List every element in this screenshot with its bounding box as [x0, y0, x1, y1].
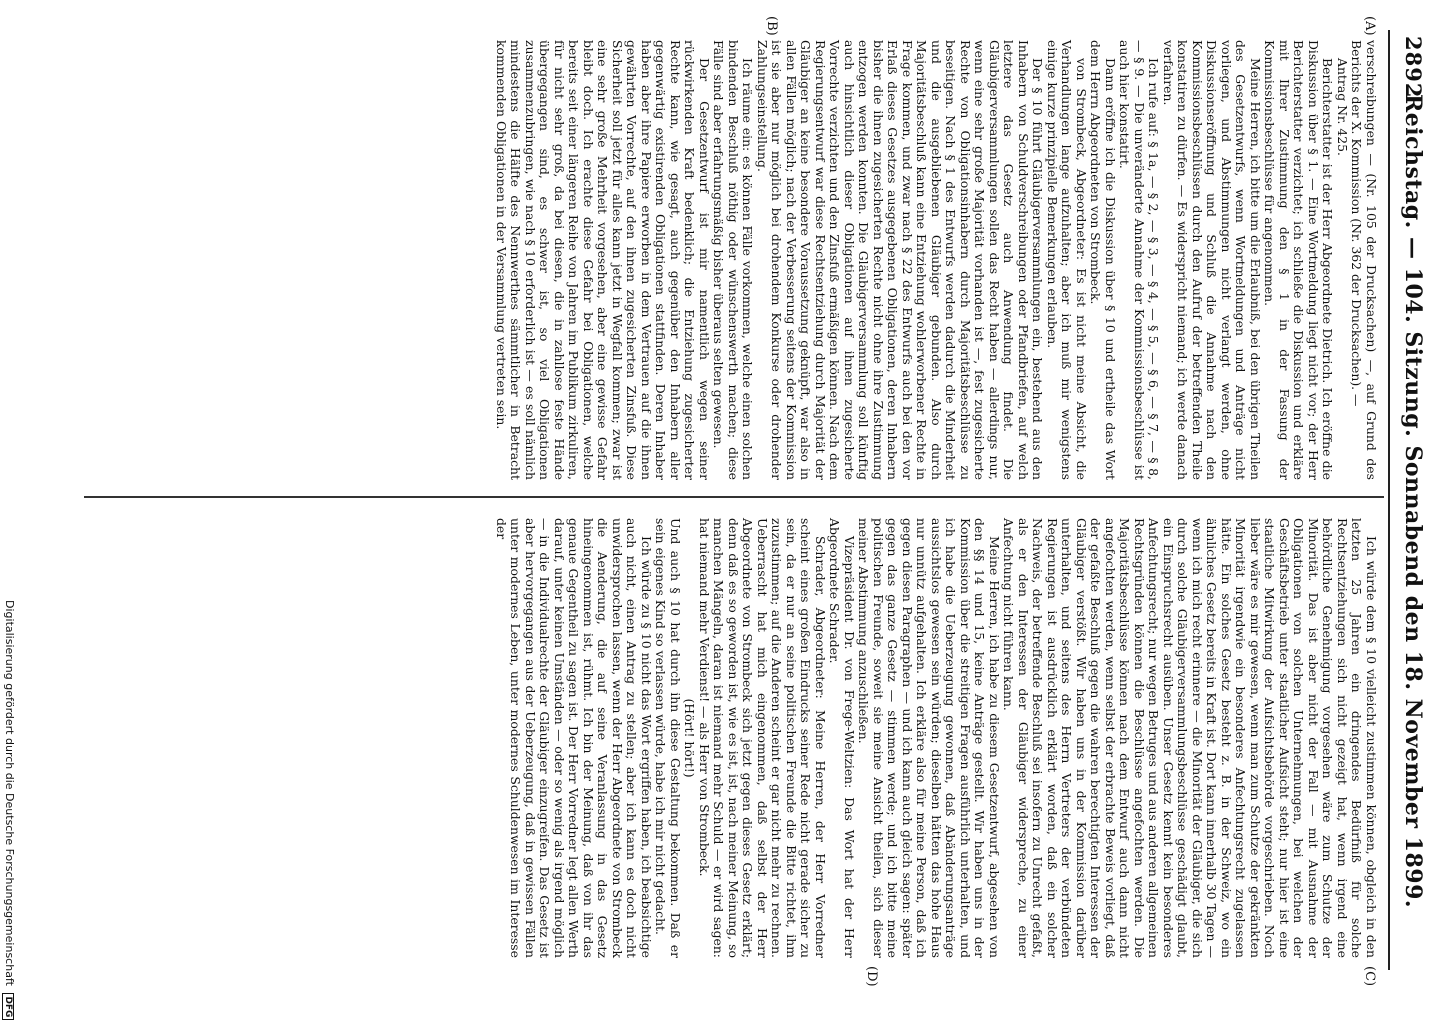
right-column-paragraphs [494, 518, 1379, 958]
paragraph: Antrag Nr. 425. [1335, 58, 1350, 156]
paragraph: Der Gesetzentwurf ist mir namentlich wegen seiner rückwirkenden Kraft bedenklich; die Entziehung zugesicherter Rechte kann, wie gesagt, auch gegenüber den Inhabern aller gegenwärtig existirenden Obligationen stattfinden. Deren Inhaber haben aber ihre Papiere erworben in dem Vertrauen auf die ihnen gewährten Vorrechte, auf den ihnen zugesicherten Zinsfuß. Diese Sicherheit soll jetzt für alles kann jetzt in Wegfall kommen; zwar ist eine sehr große Mehrheit vorgesehen, aber eine gewisse Gefahr bleibt doch. Ich erachte diese Gefahr bei Obligationen, welche bereits seit einer längeren Reihe von Jahren im Publikum zirkuliren, für nicht sehr groß, da bei diesen, die in zahllose feste Hände übergegangen sind, es schwer ist, so viel Obligationen zusammenzubringen, wie nach § 10 erforderlich ist — es soll nämlich mindestens die Hälfte des Nennwerthes sämmtlicher in Betracht kommenden Obligationen in der Versammlung vertreten sein. [494, 40, 712, 480]
footer-credit-text: Digitalisierung gefördert durch die Deutsche Forschungsgemeinschaft [3, 600, 16, 986]
paragraph: Und auch § 10 hat durch ihn diese Gestaltung bekommen. Daß er sein eigenes Kind so verlassen würde, habe ich mir nicht gedacht. [653, 518, 683, 958]
left-column-paragraphs [494, 40, 1379, 480]
paragraph: (Hört! hört!) [682, 698, 698, 778]
column-divider [84, 496, 1384, 498]
margin-marker-d: (D) [864, 966, 879, 987]
paragraph: Der § 10 führt Gläubigerversammlungen ein, bestehend aus den Inhabern von Schuldverschreibungen oder Pfandbriefen, auf welch letztere das Gesetz auch Anwendung findet. Die Gläubigerversammlungen sollen das Recht haben — allerdings nur, wenn eine sehr große Majorität vorhanden ist —, fest zugesicherte Rechte von Obligationsinhabern durch Majoritätsbeschlüsse zu beseitigen. Nach § 1 des Entwurfs werden dadurch die Minderheit und die ausgebliebenen Gläubiger gebunden. Also durch Majoritätsbeschluß kann eine Entziehung wohlerworbener Rechte in Frage kommen, und zwar nach § 22 des Entwurfs auch bei den vor Erlaß dieses Gesetzes ausgegebenen Obligationen, deren Inhabern bisher die ihnen zugesicherten Rechte nicht ohne ihre Zustimmung entzogen werden konnten. Die Gläubigerversammlung soll künftig auch hinsichtlich dieser Obligationen auf ihnen zugesicherte Vorrechte verzichten und den Zinsfuß ermäßigen können. Nach dem Regierungsentwurf war diese Rechtsentziehung durch Majorität der Gläubiger an keine besondere Voraussetzung geknüpft, war also in allen Fällen möglich; nach der Verbesserung seitens der Kommission ist sie aber nur möglich bei drohendem Konkurse oder drohender Zahlungseinstellung. [755, 40, 1046, 480]
margin-marker-b: (B) [764, 16, 779, 36]
paragraph: von Strombeck, Abgeordneter: Es ist nicht meine Absicht, die Verhandlungen lange aufzuhalten; aber ich muß mir wenigstens einige kurze prinzipielle Bemerkungen erlauben. [1045, 40, 1089, 480]
dfg-logo: DFG [2, 993, 14, 1020]
left-column [494, 16, 1379, 480]
paragraph: Vizepräsident Dr. von Frege-Weltzien: Das Wort hat der Herr Abgeordnete Schrader. [827, 518, 857, 958]
paragraph: Schrader, Abgeordneter: Meine Herren, der Herr Vorredner scheint eines großen Eindrucks seiner Rede nicht gerade sicher zu sein, da er nur an seine politischen Freunde die Bitte richtet, ihm zuzustimmen; auf die Anderen scheint er gar nicht mehr zu rechnen. Ueberrascht hat mich eingenommen, daß selbst der Herr Abgeordnete von Strombeck sich jetzt gegen dieses Gesetz erklärt; denn daß es so geworden ist, wie es ist, ist, nach meiner Meinung, so manchen Mängeln, daran ist niemand mehr Schuld — er wird sagen: hat niemand mehr Verdienst! — als Herr von Strombeck. [697, 518, 828, 958]
paragraph: Dann eröffne ich die Diskussion über § 10 und ertheile das Wort dem Herrn Abgeordneten von Strombeck. [1088, 40, 1118, 480]
footer-credit [2, 600, 16, 1020]
page-header [1392, 36, 1426, 966]
paragraph: Ich rufe auf: § 1a, — § 2, — § 3, — § 4, — § 5, — § 6, — § 7, — § 8, — § 9. — Die unveränderte Annahme der Kommissionsbeschlüsse ist auch hier konstatirt. [1117, 40, 1162, 480]
paragraph: verschreibungen — (Nr. 105 der Drucksachen) —, auf Grund des Berichts der X. Kommission (Nr. 362 der Drucksachen). — [1349, 40, 1379, 480]
header-rule [1388, 30, 1390, 970]
paragraph: Meine Herren, ich habe zu diesem Gesetzentwurf, abgesehen von den §§ 14 und 15, keine Anträge gestellt. Wir haben uns in der Kommission über die streitigen Fragen ausführlich unterhalten, und ich habe die Ueberzeugung gewonnen, daß Abänderungsanträge aussichtslos gewesen sein würden; dieselben hätten das hohe Haus nur unnütz aufgehalten. Ich erkläre also für meine Person, daß ich gegen diesen Paragraphen — und ich kann auch gleich sagen: später gegen das ganze Gesetz — stimmen werde; und ich bitte meine politischen Freunde, soweit sie meine Ansicht theilen, sich dieser meiner Abstimmung anzuschließen. [856, 518, 1002, 958]
right-column [494, 518, 1379, 987]
paragraph: Meine Herren, ich bitte um die Erlaubniß, bei den übrigen Theilen des Gesetzentwurfs, wenn Wortmeldungen und Anträge nicht vorliegen, und Abstimmungen nicht verlangt werden, ohne Diskussionseröffnung und Schluß die Annahme nach den Kommissionsbeschlüssen durch den Aufruf der betreffenden Theile konstatiren zu dürfen. — Es widerspricht niemand; ich werde danach verfahren. [1161, 40, 1263, 480]
paragraph: Ich würde dem § 10 vielleicht zustimmen können, obgleich in den letzten 25 Jahren ein dringendes Bedürfniß für solche Rechtsentziehungen sich nicht gezeigt hat, wenn irgend eine behördliche Genehmigung vorgesehen wäre zum Schutze der Minorität. Das ist aber nicht der Fall — mit Ausnahme der Obligationen von solchen Unternehmungen, bei welchen der Geschäftsbetrieb unter staatlicher Aufsicht steht; nur hier ist eine staatliche Mitwirkung der Aufsichtsbehörde vorgeschrieben. Noch lieber wäre es mir gewesen, wenn man zum Schutze der gekränkten Minorität irgendwie ein besonderes Anfechtungsrecht zugelassen hätte. Ein solches Gesetz besteht z. B. in der Schweiz, wo ein ähnliches Gesetz bereits in Kraft ist. Dort kann innerhalb 30 Tagen — wenn ich mich recht erinnere — die Minorität der Gläubiger, die sich durch solche Gläubigerversammlungsbeschlüsse geschädigt glaubt, ein Einspruchsrecht ausüben. Unser Gesetz kennt kein besonderes Anfechtungsrecht; nur wegen Betruges und aus anderen allgemeinen Rechtsgründen können die Beschlüsse angefochten werden. Die Majoritätsbeschlüsse können nach dem Entwurf auch dann nicht angefochten werden, wenn selbst der erbrachte Beweis vorliegt, daß der gefaßte Beschluß gegen die wahren berechtigten Interessen der Gläubiger verstößt. Wir haben uns in der Kommission darüber unterhalten, und seitens des Herrn Vertreters der verbündeten Regierungen ist ausdrücklich erklärt worden, daß ein solcher Nachweis, der betreffende Beschluß sei insofern zu Unrecht gefaßt, als er den Interessen der Gläubiger widerspreche, zu einer Anfechtung nicht führen kann. [1001, 518, 1379, 958]
page-number: 2892 [1401, 36, 1426, 99]
margin-marker-a: (A) [1362, 16, 1377, 36]
margin-marker-c: (C) [1362, 966, 1377, 987]
paragraph: Berichterstatter ist der Herr Abgeordnete Dietrich. Ich eröffne die Diskussion über § 1. — Eine Wortmeldung liegt nicht vor; der Herr Berichterstatter verzichtet; ich schließe die Diskussion und erkläre mit Ihrer Zustimmung den § 1 in der Fassung der Kommissionsbeschlüsse für angenommen. [1262, 40, 1336, 480]
running-title: Reichstag. — 104. Sitzung. Sonnabend den 18. November 1899. [1400, 93, 1426, 909]
paragraph: Ich räume ein: es können Fälle vorkommen, welche einen solchen bindenden Beschluß nöthig oder wünschenswerth machen; diese Fälle sind aber erfahrungsmäßig bisher überaus selten gewesen. [711, 40, 756, 480]
paragraph: Ich würde zu § 10 nicht das Wort ergriffen haben, ich beabsichtige auch nicht, einen Antrag zu stellen; aber ich kann es doch nicht unwidersprochen lassen, wenn der Herr Abgeordnete von Strombeck die Aenderung, die auf seine Veranlassung in das Gesetz hineingenommen ist, rühmt. Ich bin der Meinung, daß von ihr das genaue Gegentheil zu sagen ist. Der Herr Vorredner legt allen Werth darauf, unter keinen Umständen — oder so wenig als irgend möglich — in die Individualrechte der Gläubiger einzugreifen. Das Gesetz ist aber hervorgegangen aus der Ueberzeugung, daß in gewissen Fällen unter modernes Leben, unter modernes Schuldenwesen im Interesse der [494, 518, 654, 958]
